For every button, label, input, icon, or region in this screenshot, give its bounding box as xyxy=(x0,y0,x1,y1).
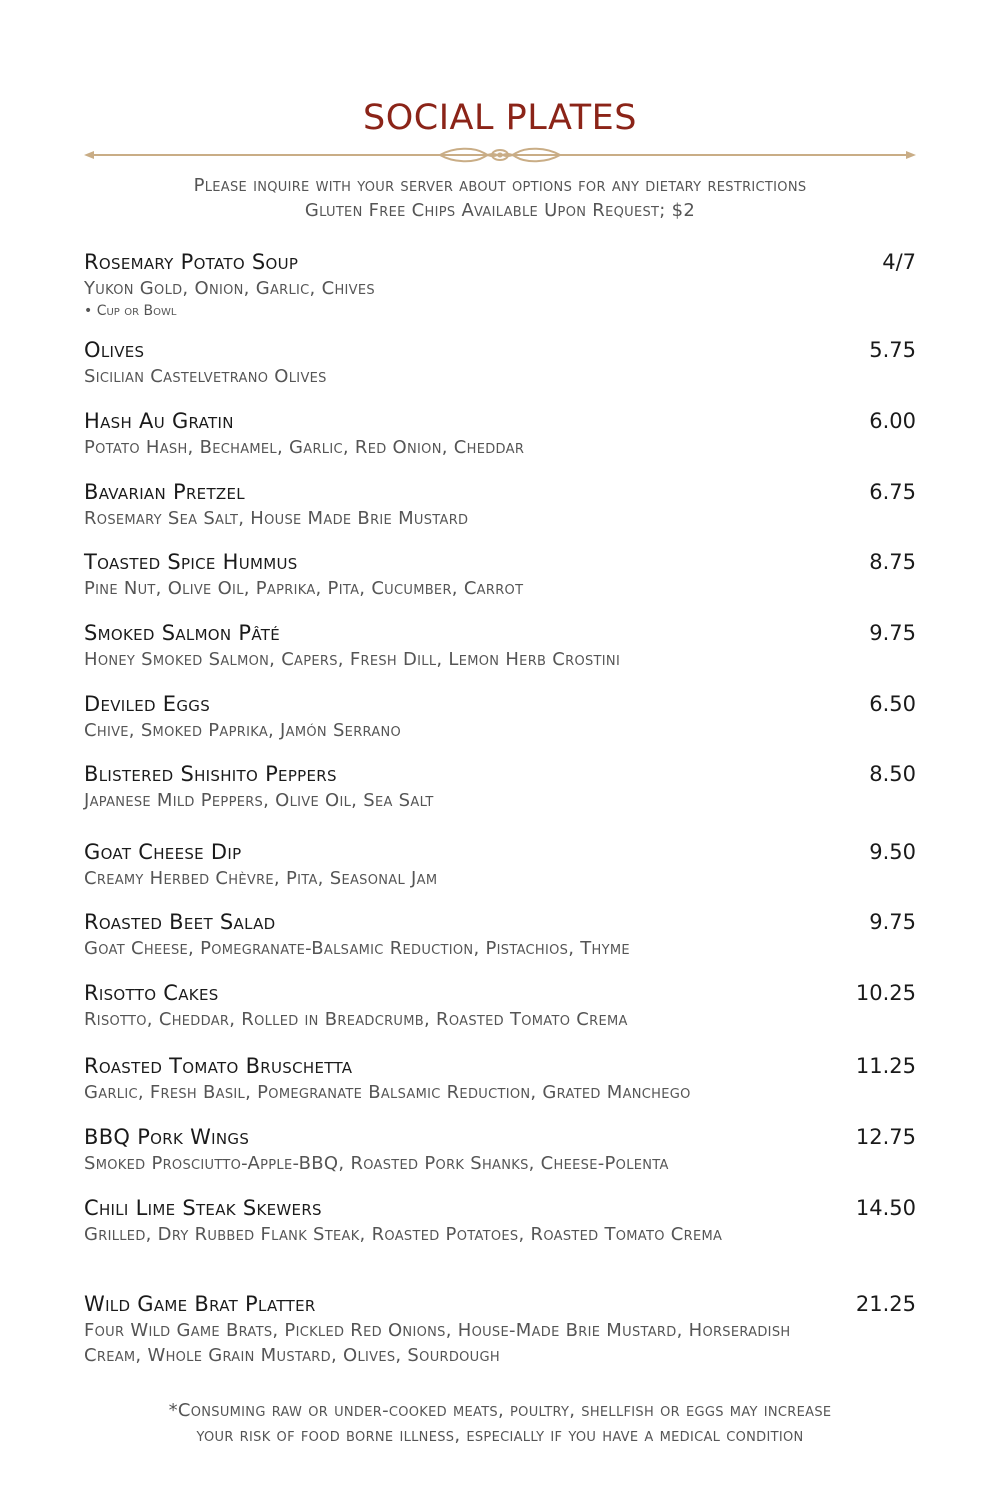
item-name: BBQ Pork Wings xyxy=(84,1125,250,1149)
item-name: Roasted Tomato Bruschetta xyxy=(84,1054,353,1078)
item-price: 11.25 xyxy=(855,1054,916,1078)
menu-item xyxy=(84,1194,916,1247)
food-safety-disclaimer xyxy=(0,1398,1000,1448)
item-price: 9.75 xyxy=(869,621,916,645)
item-name: Goat Cheese Dip xyxy=(84,840,242,864)
menu-item xyxy=(84,979,916,1032)
ornamental-divider xyxy=(84,144,916,166)
item-description: Grilled, Dry Rubbed Flank Steak, Roasted Potatoes, Roasted Tomato Crema xyxy=(84,1224,723,1245)
menu-item xyxy=(84,407,916,460)
disclaimer-line: *Consuming raw or under-cooked meats, poultry, shellfish or eggs may increase xyxy=(168,1400,832,1421)
menu-item xyxy=(84,1290,916,1368)
item-description: Rosemary Sea Salt, House Made Brie Mustard xyxy=(84,508,469,529)
item-description: Chive, Smoked Paprika, Jamón Serrano xyxy=(84,720,402,741)
item-price: 8.75 xyxy=(869,550,916,574)
menu-item xyxy=(84,548,916,601)
item-price: 6.00 xyxy=(869,409,916,433)
item-price: 4/7 xyxy=(882,250,916,274)
menu-item xyxy=(84,1123,916,1176)
menu-item xyxy=(84,619,916,672)
item-description: Pine Nut, Olive Oil, Paprika, Pita, Cucumber, Carrot xyxy=(84,578,524,599)
item-price: 5.75 xyxy=(869,338,916,362)
item-option: • Cup or Bowl xyxy=(84,303,177,319)
disclaimer-line: your risk of food borne illness, especially if you have a medical condition xyxy=(196,1425,804,1446)
item-description: Creamy Herbed Chèvre, Pita, Seasonal Jam xyxy=(84,868,438,889)
item-description: Honey Smoked Salmon, Capers, Fresh Dill, Lemon Herb Crostini xyxy=(84,649,621,670)
page-title: SOCIAL PLATES xyxy=(363,98,637,138)
item-price: 6.50 xyxy=(869,692,916,716)
item-name: Blistered Shishito Peppers xyxy=(84,762,337,786)
item-name: Smoked Salmon Pâté xyxy=(84,621,281,645)
item-price: 21.25 xyxy=(855,1292,916,1316)
item-name: Bavarian Pretzel xyxy=(84,480,245,504)
item-price: 10.25 xyxy=(855,981,916,1005)
item-description: Potato Hash, Bechamel, Garlic, Red Onion, Cheddar xyxy=(84,437,525,458)
item-description: Sicilian Castelvetrano Olives xyxy=(84,366,327,387)
item-name: Risotto Cakes xyxy=(84,981,219,1005)
menu-item xyxy=(84,908,916,961)
item-price: 12.75 xyxy=(855,1125,916,1149)
item-description: Garlic, Fresh Basil, Pomegranate Balsamic Reduction, Grated Manchego xyxy=(84,1082,691,1103)
item-price: 9.50 xyxy=(869,840,916,864)
item-price: 9.75 xyxy=(869,910,916,934)
item-description: Risotto, Cheddar, Rolled in Breadcrumb, Roasted Tomato Crema xyxy=(84,1009,628,1030)
item-name: Hash Au Gratin xyxy=(84,409,234,433)
menu-item xyxy=(84,336,916,389)
menu-item xyxy=(84,1052,916,1105)
item-name: Deviled Eggs xyxy=(84,692,211,716)
item-name: Wild Game Brat Platter xyxy=(84,1292,316,1316)
item-description: Goat Cheese, Pomegranate-Balsamic Reduction, Pistachios, Thyme xyxy=(84,938,630,959)
dietary-note: Please inquire with your server about options for any dietary restrictions xyxy=(193,175,807,196)
item-name: Toasted Spice Hummus xyxy=(84,550,298,574)
dietary-notes xyxy=(0,173,1000,223)
menu-item xyxy=(84,248,916,321)
item-name: Chili Lime Steak Skewers xyxy=(84,1196,322,1220)
item-name: Roasted Beet Salad xyxy=(84,910,276,934)
gluten-free-note: Gluten Free Chips Available Upon Request; $2 xyxy=(304,200,696,221)
menu-item xyxy=(84,760,916,813)
item-price: 14.50 xyxy=(855,1196,916,1220)
item-description: Smoked Prosciutto-Apple-BBQ, Roasted Pork Shanks, Cheese-Polenta xyxy=(84,1153,669,1174)
item-description: Yukon Gold, Onion, Garlic, Chives xyxy=(84,278,375,299)
item-name: Rosemary Potato Soup xyxy=(84,250,299,274)
item-price: 6.75 xyxy=(869,480,916,504)
item-name: Olives xyxy=(84,338,145,362)
menu-item xyxy=(84,478,916,531)
menu-item xyxy=(84,838,916,891)
item-description: Four Wild Game Brats, Pickled Red Onions, House-Made Brie Mustard, Horseradish Cream, Whole Grain Mustard, Olives, Sourdough xyxy=(84,1320,791,1366)
menu-item xyxy=(84,690,916,743)
item-description: Japanese Mild Peppers, Olive Oil, Sea Salt xyxy=(84,790,434,811)
item-price: 8.50 xyxy=(869,762,916,786)
